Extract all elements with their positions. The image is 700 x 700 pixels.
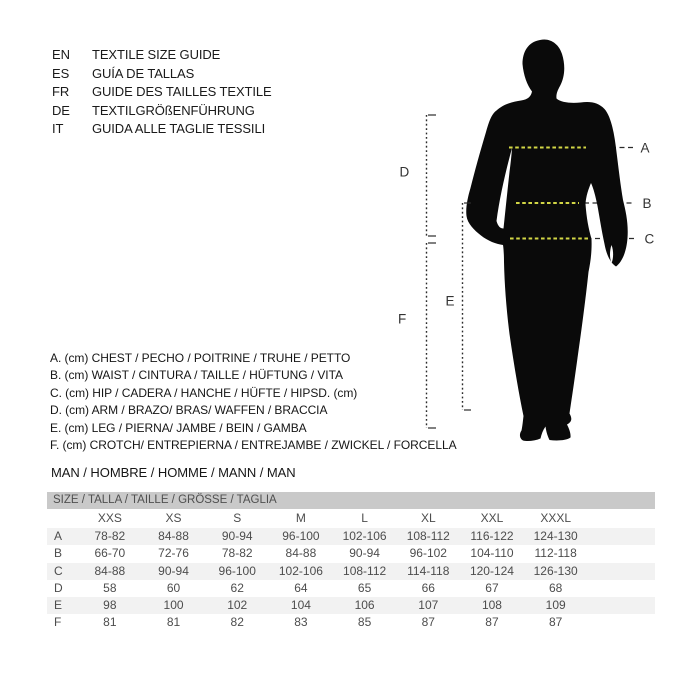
chest-label: A	[640, 140, 650, 156]
column-header-xxxl: XXXL	[540, 511, 571, 525]
language-row-fr	[52, 83, 272, 102]
column-header-xs: XS	[165, 511, 182, 525]
cell-value: 60	[166, 580, 181, 595]
cell-value: 112-118	[534, 546, 577, 561]
cell-value: 64	[294, 580, 308, 595]
column-header-xl: XL	[420, 511, 436, 525]
cell-value: 82	[230, 615, 244, 630]
cell-value: 66	[421, 580, 435, 595]
measurement-legend	[50, 350, 457, 454]
cell-value: 108	[481, 598, 502, 613]
language-title: GUIDE DES TAILLES TEXTILE	[92, 84, 272, 100]
language-code: IT	[52, 121, 64, 137]
cell-value: 102-106	[342, 529, 387, 543]
cell-value: 81	[103, 615, 117, 630]
legend-line-crotch: F. (cm) CROTCH/ ENTREPIERNA / ENTREJAMBE / ZWICKEL / FORCELLA	[50, 438, 457, 453]
language-code: DE	[52, 102, 70, 118]
legend-line-hip: C. (cm) HIP / CADERA / HANCHE / HÜFTE / HIPSD. (cm)	[50, 385, 358, 400]
row-label: D	[54, 580, 63, 595]
language-title: GUÍA DE TALLAS	[92, 65, 195, 81]
cell-value: 81	[166, 615, 181, 630]
spacer-cell	[588, 545, 656, 562]
cell-value: 104	[290, 598, 311, 613]
legend-line-arm: D. (cm) ARM / BRAZO/ BRAS/ WAFFEN / BRACCIA	[50, 403, 328, 418]
column-header-xxs: XXS	[97, 511, 122, 525]
cell-value: 84-88	[158, 529, 189, 543]
table-row-b	[47, 545, 655, 562]
column-header-s: S	[233, 511, 242, 525]
column-header-xxl: XXL	[480, 511, 504, 525]
crotch-label: F	[398, 311, 407, 327]
language-row-en	[52, 46, 272, 65]
cell-value: 124-130	[533, 529, 578, 543]
column-header-m: M	[295, 511, 306, 525]
cell-value: 84-88	[285, 546, 317, 561]
cell-value: 109	[545, 598, 566, 613]
cell-value: 90-94	[349, 546, 380, 561]
cell-value: 87	[421, 615, 435, 630]
cell-value: 106	[354, 598, 375, 613]
cell-value: 83	[294, 615, 308, 630]
size-table-corner-cell	[47, 509, 78, 528]
cell-value: 116-122	[470, 529, 514, 543]
language-row-it	[52, 120, 272, 139]
language-title: GUIDA ALLE TAGLIE TESSILI	[92, 121, 266, 137]
row-label: B	[54, 546, 63, 561]
legend-line-leg: E. (cm) LEG / PIERNA/ JAMBE / BEIN / GAMBA	[50, 420, 307, 435]
cell-value: 62	[230, 580, 244, 595]
arm-label: D	[399, 164, 410, 180]
language-row-es	[52, 65, 272, 84]
waist-label: B	[642, 196, 652, 211]
spacer-cell	[588, 528, 656, 545]
cell-value: 65	[357, 580, 372, 595]
cell-value: 104-110	[470, 546, 514, 561]
cell-value: 96-100	[218, 563, 256, 578]
language-title: TEXTILE SIZE GUIDE	[92, 47, 221, 62]
cell-value: 102	[227, 598, 248, 613]
language-code: ES	[52, 65, 70, 81]
size-table-title-bar: SIZE / TALLA / TAILLE / GRÖSSE / TAGLIA	[47, 492, 655, 509]
cell-value: 66-70	[94, 546, 126, 561]
size-table	[47, 492, 655, 632]
man-silhouette	[466, 39, 627, 441]
cell-value: 108-112	[343, 563, 387, 578]
cell-value: 107	[418, 598, 439, 613]
cell-value: 90-94	[221, 529, 253, 543]
cell-value: 114-118	[407, 563, 450, 578]
table-row-f	[47, 614, 655, 631]
cell-value: 108-112	[406, 529, 450, 543]
cell-value: 96-102	[409, 546, 447, 561]
size-table-header-row	[47, 509, 655, 528]
cell-value: 58	[103, 580, 117, 595]
table-row-c	[47, 563, 655, 580]
language-row-de	[52, 102, 272, 121]
hip-label: C	[644, 231, 655, 247]
spacer-cell	[588, 580, 656, 597]
table-row-a	[47, 528, 655, 545]
spacer-cell	[588, 509, 656, 528]
legend-line-chest: A. (cm) CHEST / PECHO / POITRINE / TRUHE / PETTO	[50, 351, 351, 365]
cell-value: 120-124	[469, 563, 514, 578]
cell-value: 87	[485, 615, 499, 630]
row-label: F	[54, 615, 62, 630]
spacer-cell	[588, 597, 656, 614]
row-label: A	[54, 529, 63, 543]
cell-value: 72-76	[158, 546, 189, 561]
cell-value: 96-100	[282, 529, 320, 543]
cell-value: 90-94	[158, 563, 189, 578]
table-row-d	[47, 580, 655, 597]
cell-value: 85	[357, 615, 372, 630]
man-silhouette-body	[466, 39, 627, 441]
leg-label: E	[445, 293, 455, 309]
cell-value: 84-88	[94, 563, 126, 578]
gender-line: MAN / HOMBRE / HOMME / MANN / MAN	[51, 465, 296, 480]
language-code: EN	[52, 47, 70, 62]
row-label: C	[54, 563, 63, 578]
cell-value: 78-82	[221, 546, 253, 561]
language-title: TEXTILGRÖßENFÜHRUNG	[92, 102, 255, 118]
spacer-cell	[588, 563, 656, 580]
cell-value: 67	[485, 580, 499, 595]
cell-value: 87	[548, 615, 563, 630]
cell-value: 102-106	[278, 563, 323, 578]
language-code: FR	[52, 84, 70, 100]
cell-value: 98	[103, 598, 117, 613]
column-header-l: L	[361, 511, 368, 525]
table-row-e	[47, 597, 655, 614]
spacer-cell	[588, 614, 656, 631]
cell-value: 68	[548, 580, 563, 595]
cell-value: 100	[163, 598, 184, 613]
cell-value: 78-82	[94, 529, 126, 543]
cell-value: 126-130	[533, 563, 578, 578]
legend-line-waist: B. (cm) WAIST / CINTURA / TAILLE / HÜFTUNG / VITA	[50, 368, 343, 383]
language-title-list	[52, 46, 272, 139]
row-label: E	[54, 598, 63, 613]
